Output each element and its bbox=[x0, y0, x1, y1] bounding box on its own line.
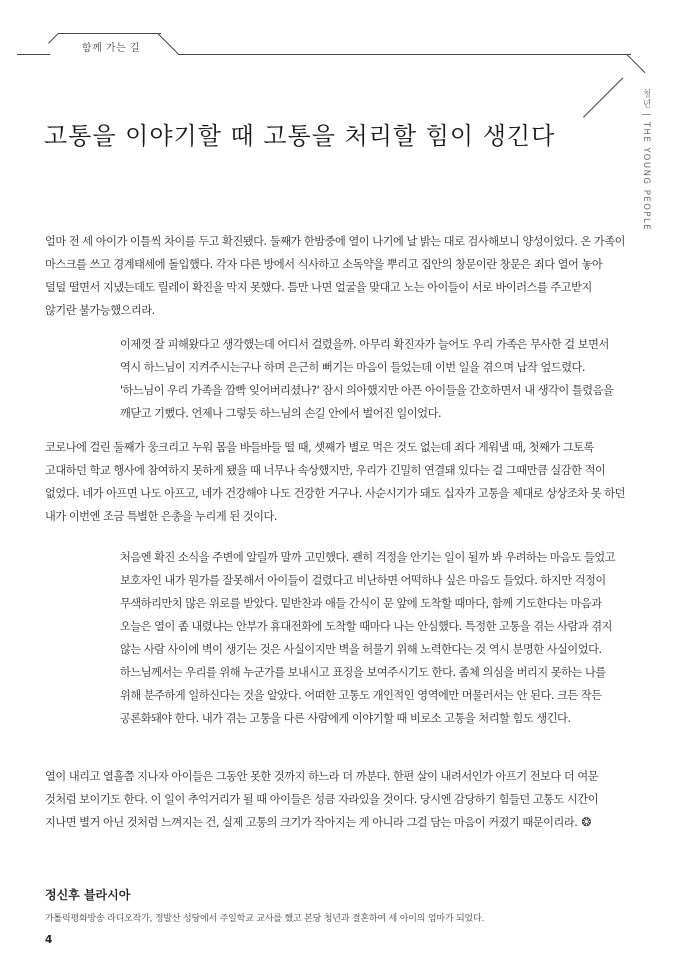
paragraph-3: 코로나에 걸린 둘째가 웅크리고 누워 몸을 바들바들 떨 때, 셋째가 별로 먹은 것도 없는데 죄다 게워낼 때, 첫째가 그토록 고대하던 학교 행사에 참여하지 못하게 됐을 때 너무나 속상했지만, 우리가 긴밀히 연결돼 있다는 걸 그때만큼 실감한 적이 없었다. 네가 아프면 나도 아프고, 네가 건강해야 나도 건강한 거구나. 사순시기가 돼도 십자가 고통을 제대로 상상조차 못 하던 내가 이번엔 조금 특별한 은총을 누리게 된 것이다. bbox=[45, 441, 625, 523]
article-title: 고통을 이야기할 때 고통을 처리할 힘이 생긴다 bbox=[44, 122, 556, 150]
author-name: 정신후 블라시아 bbox=[45, 888, 131, 902]
paragraph-5: 열이 내리고 열흘쯤 지나자 아이들은 그동안 못한 것까지 하느라 더 까분다. 한편 살이 내려서인가 아프기 전보다 더 여문 것처럼 보이기도 한다. 이 일이 추억거리가 될 때 아이들은 성큼 자라있을 것이다. 당시엔 감당하기 힘들던 고통도 시간이 지나면 별거 아닌 것처럼 느껴지는 건, 실제 고통의 크기가 작아지는 게 아니라 그걸 담는 마음이 커졌기 때문이리라. bbox=[45, 770, 599, 829]
header-rule-main bbox=[178, 54, 631, 55]
paragraph-1: 얼마 전 세 아이가 이틀씩 차이를 두고 확진됐다. 둘째가 한밤중에 열이 나기에 날 밝는 대로 검사해보니 양성이었다. 온 가족이 마스크를 쓰고 경계태세에 돌입했다. 각자 다른 방에서 식사하고 소독약을 뿌리고 집안의 창문이란 창문은 죄다 열어 놓아 덜덜 떨면서 지냈는데도 릴레이 확진을 막지 못했다. 틈만 나면 얼굴을 맞대고 노는 아이들이 서로 바이러스를 주고받지 않기란 불가능했으리라. bbox=[45, 235, 625, 317]
header-rule-slant-left bbox=[48, 33, 59, 44]
header-rule-corner-diagonal bbox=[626, 54, 645, 73]
author-bio: 가톨릭평화방송 라디오작가, 정발산 성당에서 주일학교 교사를 했고 본당 청년과 결혼하여 세 아이의 엄마가 되었다. bbox=[45, 914, 485, 924]
section-label: 함께 가는 길 bbox=[81, 43, 141, 54]
side-label: 청년 | THE YOUNG PEOPLE bbox=[641, 89, 651, 232]
paragraph-2: 이제껏 잘 피해왔다고 생각했는데 어디서 걸렸을까. 아무리 확진자가 늘어도 우리 가족은 무사한 걸 보면서 역시 하느님이 지켜주시는구나 하며 은근히 뻐기는 마음이 들었는데 이번 일을 겪으며 납작 엎드렸다. '하느님이 우리 가족을 깜빡 잊어버리셨나?' 잠시 의아했지만 아픈 아이들을 간호하면서 내 생각이 틀렸음을 깨닫고 기뻤다. 언제나 그렇듯 하느님의 손길 안에서 벌어진 일이었다. bbox=[120, 338, 614, 420]
paragraph-5-block bbox=[45, 765, 625, 834]
paragraph-4: 처음엔 확진 소식을 주변에 알릴까 말까 고민했다. 괜히 걱정을 안기는 일이 될까 봐 우려하는 마음도 들었고 보호자인 내가 뭔가를 잘못해서 아이들이 걸렸다고 비난하면 어떡하나 싶은 마음도 들었다. 하지만 걱정이 무색하리만치 많은 위로를 받았다. 밑반찬과 애들 간식이 문 앞에 도착할 때마다, 함께 기도한다는 마음과 오늘은 열이 좀 내렸냐는 안부가 휴대전화에 도착할 때마다 나는 안심했다. 특정한 고통을 겪는 사람과 겪지 않는 사람 사이에 벽이 생기는 것은 사실이지만 벽을 허물기 위해 노력한다는 것 역시 분명한 사실이었다. 하느님께서는 우리를 위해 누군가를 보내시고 표징을 보여주시기도 한다. 좀체 의심을 버리지 못하는 나를 위해 분주하게 일하신다는 것을 알았다. 어떠한 고통도 개인적인 영역에만 머물러서는 안 된다. 크든 작든 공론화돼야 한다. 내가 겪는 고통을 다른 사람에게 이야기할 때 비로소 고통을 처리할 힘도 생긴다. bbox=[120, 551, 616, 725]
header-rule-slant-right bbox=[157, 33, 178, 54]
page-number: 4 bbox=[45, 934, 53, 946]
end-mark-icon: ❂ bbox=[581, 815, 591, 829]
header-rule-top bbox=[58, 33, 161, 34]
header-rule-left bbox=[17, 54, 50, 55]
header-rule-long-diagonal bbox=[583, 77, 623, 117]
